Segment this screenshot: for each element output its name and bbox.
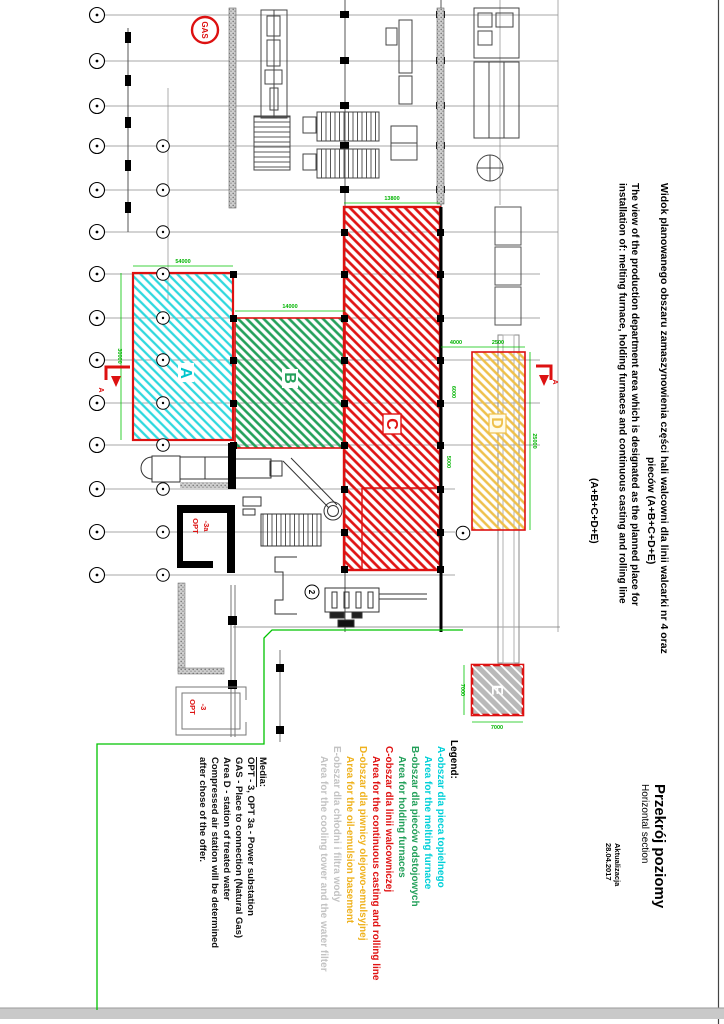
- room-labels: [188, 518, 211, 715]
- legend-heading: Legend:: [448, 740, 459, 779]
- update-date: 28.04.2017: [604, 843, 613, 881]
- dim-a-left: 30000: [116, 348, 122, 364]
- room-label-opt3-1: OPT: [188, 699, 197, 715]
- dim-e-left: 7000: [459, 683, 465, 697]
- dim-c-top: 13800: [384, 196, 400, 202]
- legend-item-b-pl: B-obszar dla pieców odstojowych: [409, 746, 420, 907]
- area-label-D: D: [488, 417, 505, 429]
- media-notes: [174, 757, 268, 1023]
- grid-bubbles-left-column: [90, 8, 105, 583]
- legend-item-e-en: Area for the cooling tower and the water filter: [318, 756, 329, 972]
- dim-c-right-1: 6000: [450, 385, 456, 399]
- media-line-2: GAS - Place to connection (Natural Gas): [233, 757, 244, 939]
- dim-c-right-2: 5000: [445, 455, 451, 469]
- legend-item-a-pl: A-obszar dla pieca topielnego: [435, 746, 446, 888]
- section-title-en: Horizontal section: [639, 784, 650, 864]
- dim-cd-gap: 4000: [449, 340, 463, 346]
- legend: [300, 740, 460, 1020]
- section-title-pl: Przekrój poziomy: [651, 784, 668, 909]
- drawing-title: [586, 183, 670, 838]
- room-label-opt3-2: -3: [199, 703, 208, 711]
- title-en-line1: The view of the production department area which is designated as the planned place for: [629, 183, 640, 606]
- room-label-opt3a-1: OPT: [191, 518, 200, 534]
- legend-item-d-en: Area for the oil-emulsion basement: [344, 756, 355, 924]
- dim-e-bottom: 7000: [490, 725, 504, 731]
- dim-d-top: 2500: [491, 340, 505, 346]
- update-label: Aktualizacja: [613, 843, 622, 887]
- area-A-melting-furnace: [133, 273, 233, 440]
- area-label-E: E: [488, 684, 505, 696]
- title-pl-line2: pieców (A+B+C+D+E): [645, 456, 657, 565]
- legend-item-d-pl: D-obszar dla piwnicy olejowo-emulsyjnej: [357, 746, 368, 941]
- machine-number-marker: 2: [307, 589, 316, 595]
- media-line-5: after chose of the offer.: [197, 757, 208, 863]
- legend-item-b-en: Area for holding furnaces: [396, 756, 407, 878]
- media-line-3: Area D - station of treated water: [221, 757, 232, 901]
- section-marker-left: [97, 367, 130, 393]
- room-label-opt3a-2: -3a: [202, 520, 211, 532]
- area-C-rolling-line: [344, 207, 440, 570]
- area-D-oil-emulsion-basement: [472, 352, 525, 530]
- legend-item-c-en: Area for the continuous casting and rolling line: [370, 756, 381, 981]
- section-marker-right: [536, 366, 558, 386]
- section-stamp: [622, 784, 668, 914]
- legend-item-e-pl: E-obszar dla chłodni i filtra wody: [331, 746, 342, 903]
- media-line-4: Compressed air station will be determined: [209, 757, 220, 949]
- area-label-A: A: [177, 367, 194, 379]
- legend-item-a-en: Area for the melting furnace: [422, 756, 433, 890]
- section-letter-right: A: [551, 379, 558, 385]
- dim-b-top: 14000: [282, 304, 298, 310]
- area-label-B: B: [281, 372, 298, 384]
- legend-item-c-pl: C-obszar dla linii walcowniczej: [383, 746, 394, 893]
- media-heading: Media:: [257, 757, 268, 788]
- gas-connection-stamp: [192, 17, 218, 43]
- update-stamp: [600, 843, 622, 913]
- dim-d-right: 25000: [531, 433, 537, 449]
- dim-a-top: 54000: [175, 259, 191, 265]
- section-letter-left: A: [97, 387, 104, 393]
- title-en-line2: installation of: melting furnace, holding furnaces and continuous casting and rolling line: [616, 183, 628, 604]
- area-label-C: C: [383, 418, 400, 430]
- top-machinery: [229, 8, 519, 208]
- title-pl-line1: Widok planowanego obszaru zamaszynowienia części hali walcowni dla linii walcarki nr 4 oraz: [658, 183, 670, 654]
- gas-stamp-label: GAS: [200, 21, 209, 39]
- media-line-1: OPT - 3, OPT 3a - Power substation: [245, 757, 256, 916]
- title-abcde: (A+B+C+D+E): [588, 477, 599, 544]
